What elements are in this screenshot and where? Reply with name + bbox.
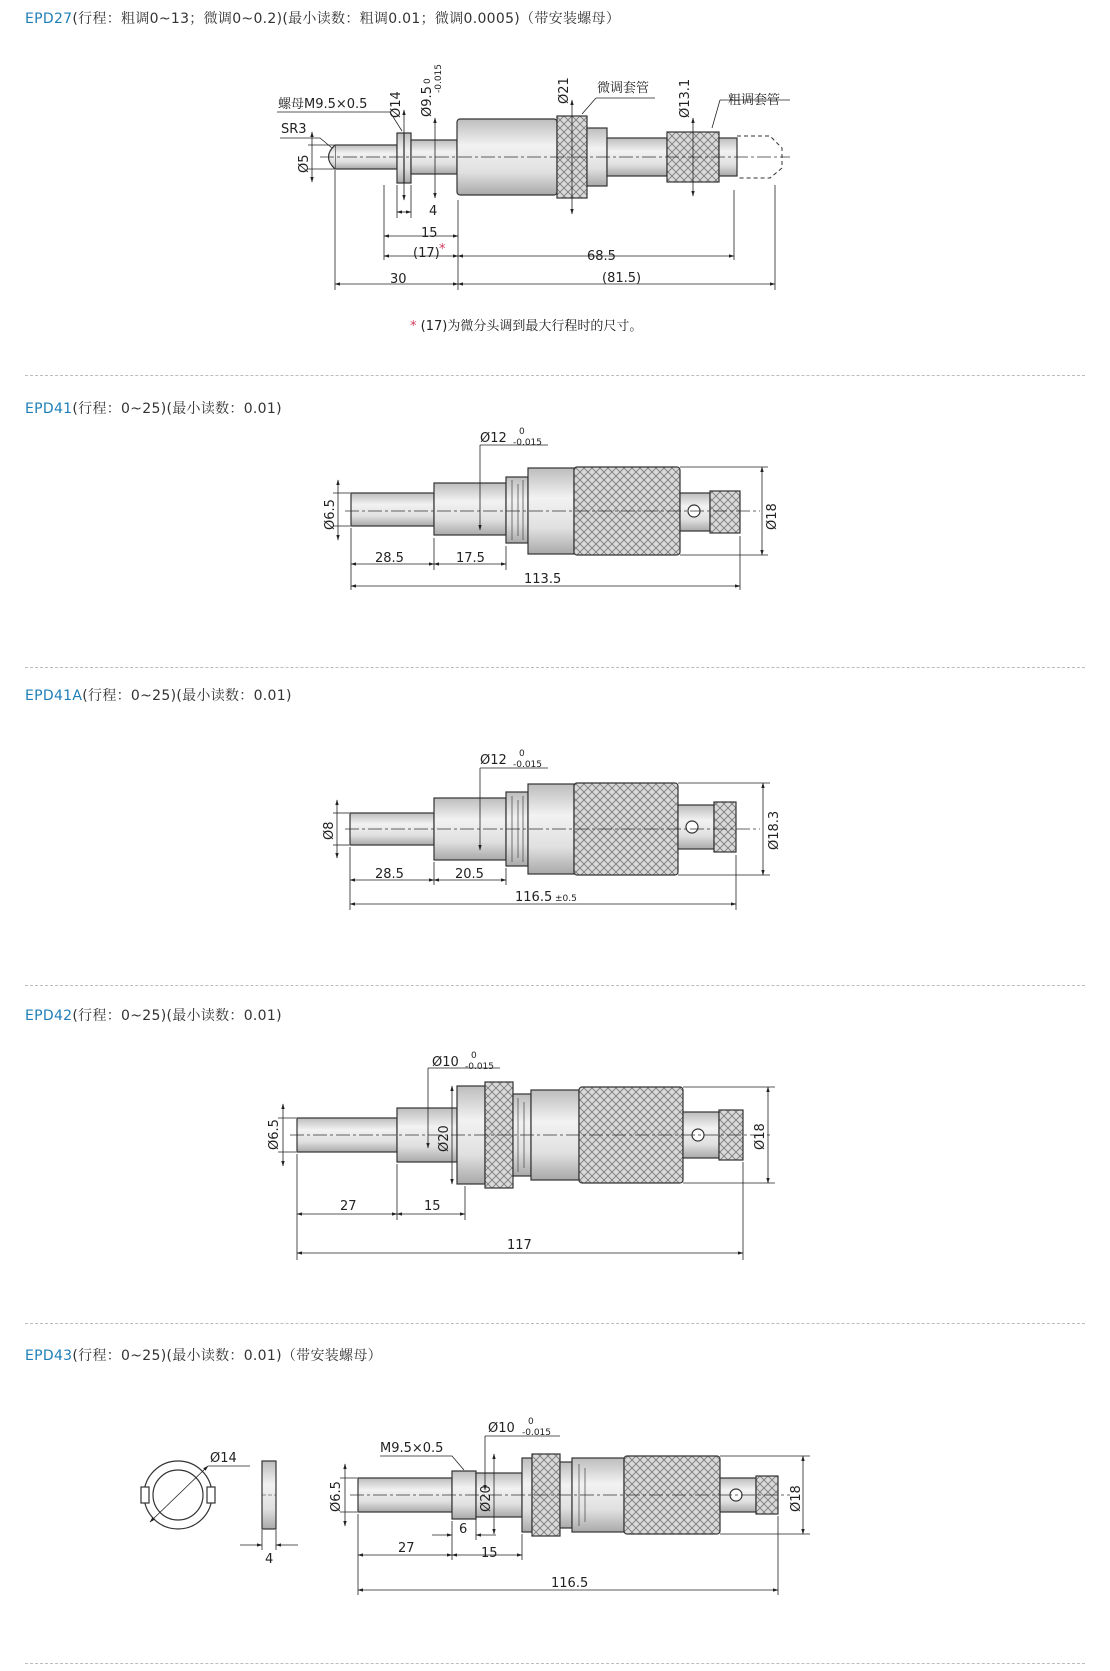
epd43-drawing [0, 1380, 1110, 1630]
separator [25, 375, 1085, 376]
label-d12: Ø12 [480, 431, 507, 446]
label-d21: Ø21 [557, 77, 572, 104]
label-nut: 螺母M9.5×0.5 [278, 97, 368, 112]
label-fine-sleeve: 微调套管 [597, 81, 650, 96]
dim-15: 15 [421, 226, 438, 241]
footnote-text: (17)为微分头调到最大行程时的尺寸。 [416, 319, 643, 334]
label-d131: Ø13.1 [678, 78, 693, 118]
dim-68-5: 68.5 [587, 249, 616, 264]
label-d18: Ø18 [765, 503, 780, 530]
dim-116-5-tol: ±0.5 [555, 894, 577, 904]
model-name: EPD27 [25, 11, 73, 27]
label-tol-upper: 0 [471, 1051, 477, 1061]
label-tol-upper: 0 [519, 427, 525, 437]
label-d20: Ø20 [437, 1125, 452, 1152]
model-spec: (行程：粗调0~13；微调0~0.2)(最小读数：粗调0.01；微调0.0005)（带安装螺母） [72, 11, 621, 27]
dim-113-5: 113.5 [524, 572, 562, 587]
section-title-epd43 [25, 1345, 382, 1365]
label-tol-lower: -0.015 [465, 1062, 495, 1072]
separator [25, 1663, 1085, 1664]
epd27-drawing [0, 0, 1110, 340]
model-name: EPD41A [25, 688, 83, 704]
dim-27: 27 [340, 1199, 357, 1214]
label-d14: Ø14 [389, 91, 404, 118]
dim-4: 4 [429, 204, 438, 219]
separator [25, 667, 1085, 668]
epd41a-drawing [0, 680, 1110, 920]
dim-28-5: 28.5 [375, 551, 404, 566]
label-tol-lower: -0.015 [513, 438, 543, 448]
dim-17: (17) [413, 246, 440, 261]
model-name: EPD42 [25, 1008, 73, 1024]
label-d10: Ø10 [432, 1055, 459, 1070]
dim-30: 30 [390, 272, 407, 287]
label-d95-tol-lower: -0.015 [434, 63, 444, 93]
label-d95: Ø9.5 [420, 86, 435, 117]
label-tol-lower: -0.015 [522, 1428, 552, 1438]
dim-81-5: (81.5) [602, 271, 642, 286]
label-d18: Ø18 [789, 1485, 804, 1512]
label-tol-lower: -0.015 [513, 760, 543, 770]
dim-116-5: 116.5 [551, 1576, 589, 1591]
dim-nut-4: 4 [265, 1552, 274, 1567]
model-name: EPD41 [25, 401, 73, 417]
label-nut-d14: Ø14 [210, 1451, 237, 1466]
dim-28-5: 28.5 [375, 867, 404, 882]
separator [25, 985, 1085, 986]
label-d6-5: Ø6.5 [329, 1481, 344, 1512]
dim-17-5: 17.5 [456, 551, 485, 566]
model-spec: (行程：0~25)(最小读数：0.01) [72, 401, 282, 417]
dim-116-5: 116.5 [515, 890, 553, 905]
label-d6-5: Ø6.5 [323, 499, 338, 530]
dim-20-5: 20.5 [455, 867, 484, 882]
label-tol-upper: 0 [519, 749, 525, 759]
label-d18: Ø18 [753, 1123, 768, 1150]
model-spec: (行程：0~25)(最小读数：0.01) [82, 688, 292, 704]
footnote-star: * [410, 319, 417, 334]
dim-15: 15 [481, 1546, 498, 1561]
model-name: EPD43 [25, 1348, 73, 1364]
model-spec: (行程：0~25)(最小读数：0.01)（带安装螺母） [72, 1348, 382, 1364]
footnote [410, 315, 642, 334]
model-spec: (行程：0~25)(最小读数：0.01) [72, 1008, 282, 1024]
label-d6-5: Ø6.5 [267, 1119, 282, 1150]
label-sr3: SR3 [281, 122, 307, 137]
label-d20: Ø20 [479, 1485, 494, 1512]
label-d18-3: Ø18.3 [767, 810, 782, 850]
epd42-drawing [0, 1000, 1110, 1270]
dim-17-star: * [439, 242, 446, 257]
label-tol-upper: 0 [528, 1417, 534, 1427]
separator [25, 1323, 1085, 1324]
dim-15: 15 [424, 1199, 441, 1214]
label-d12: Ø12 [480, 753, 507, 768]
dim-6: 6 [459, 1522, 468, 1537]
label-d8: Ø8 [322, 821, 337, 840]
label-d95-tol-upper: 0 [423, 78, 433, 84]
label-d10: Ø10 [488, 1421, 515, 1436]
epd41-drawing [0, 380, 1110, 620]
label-m9-5: M9.5×0.5 [380, 1441, 444, 1456]
label-d5: Ø5 [297, 154, 312, 173]
dim-117: 117 [507, 1238, 532, 1253]
dim-27: 27 [398, 1541, 415, 1556]
label-coarse-sleeve: 粗调套管 [728, 93, 781, 108]
